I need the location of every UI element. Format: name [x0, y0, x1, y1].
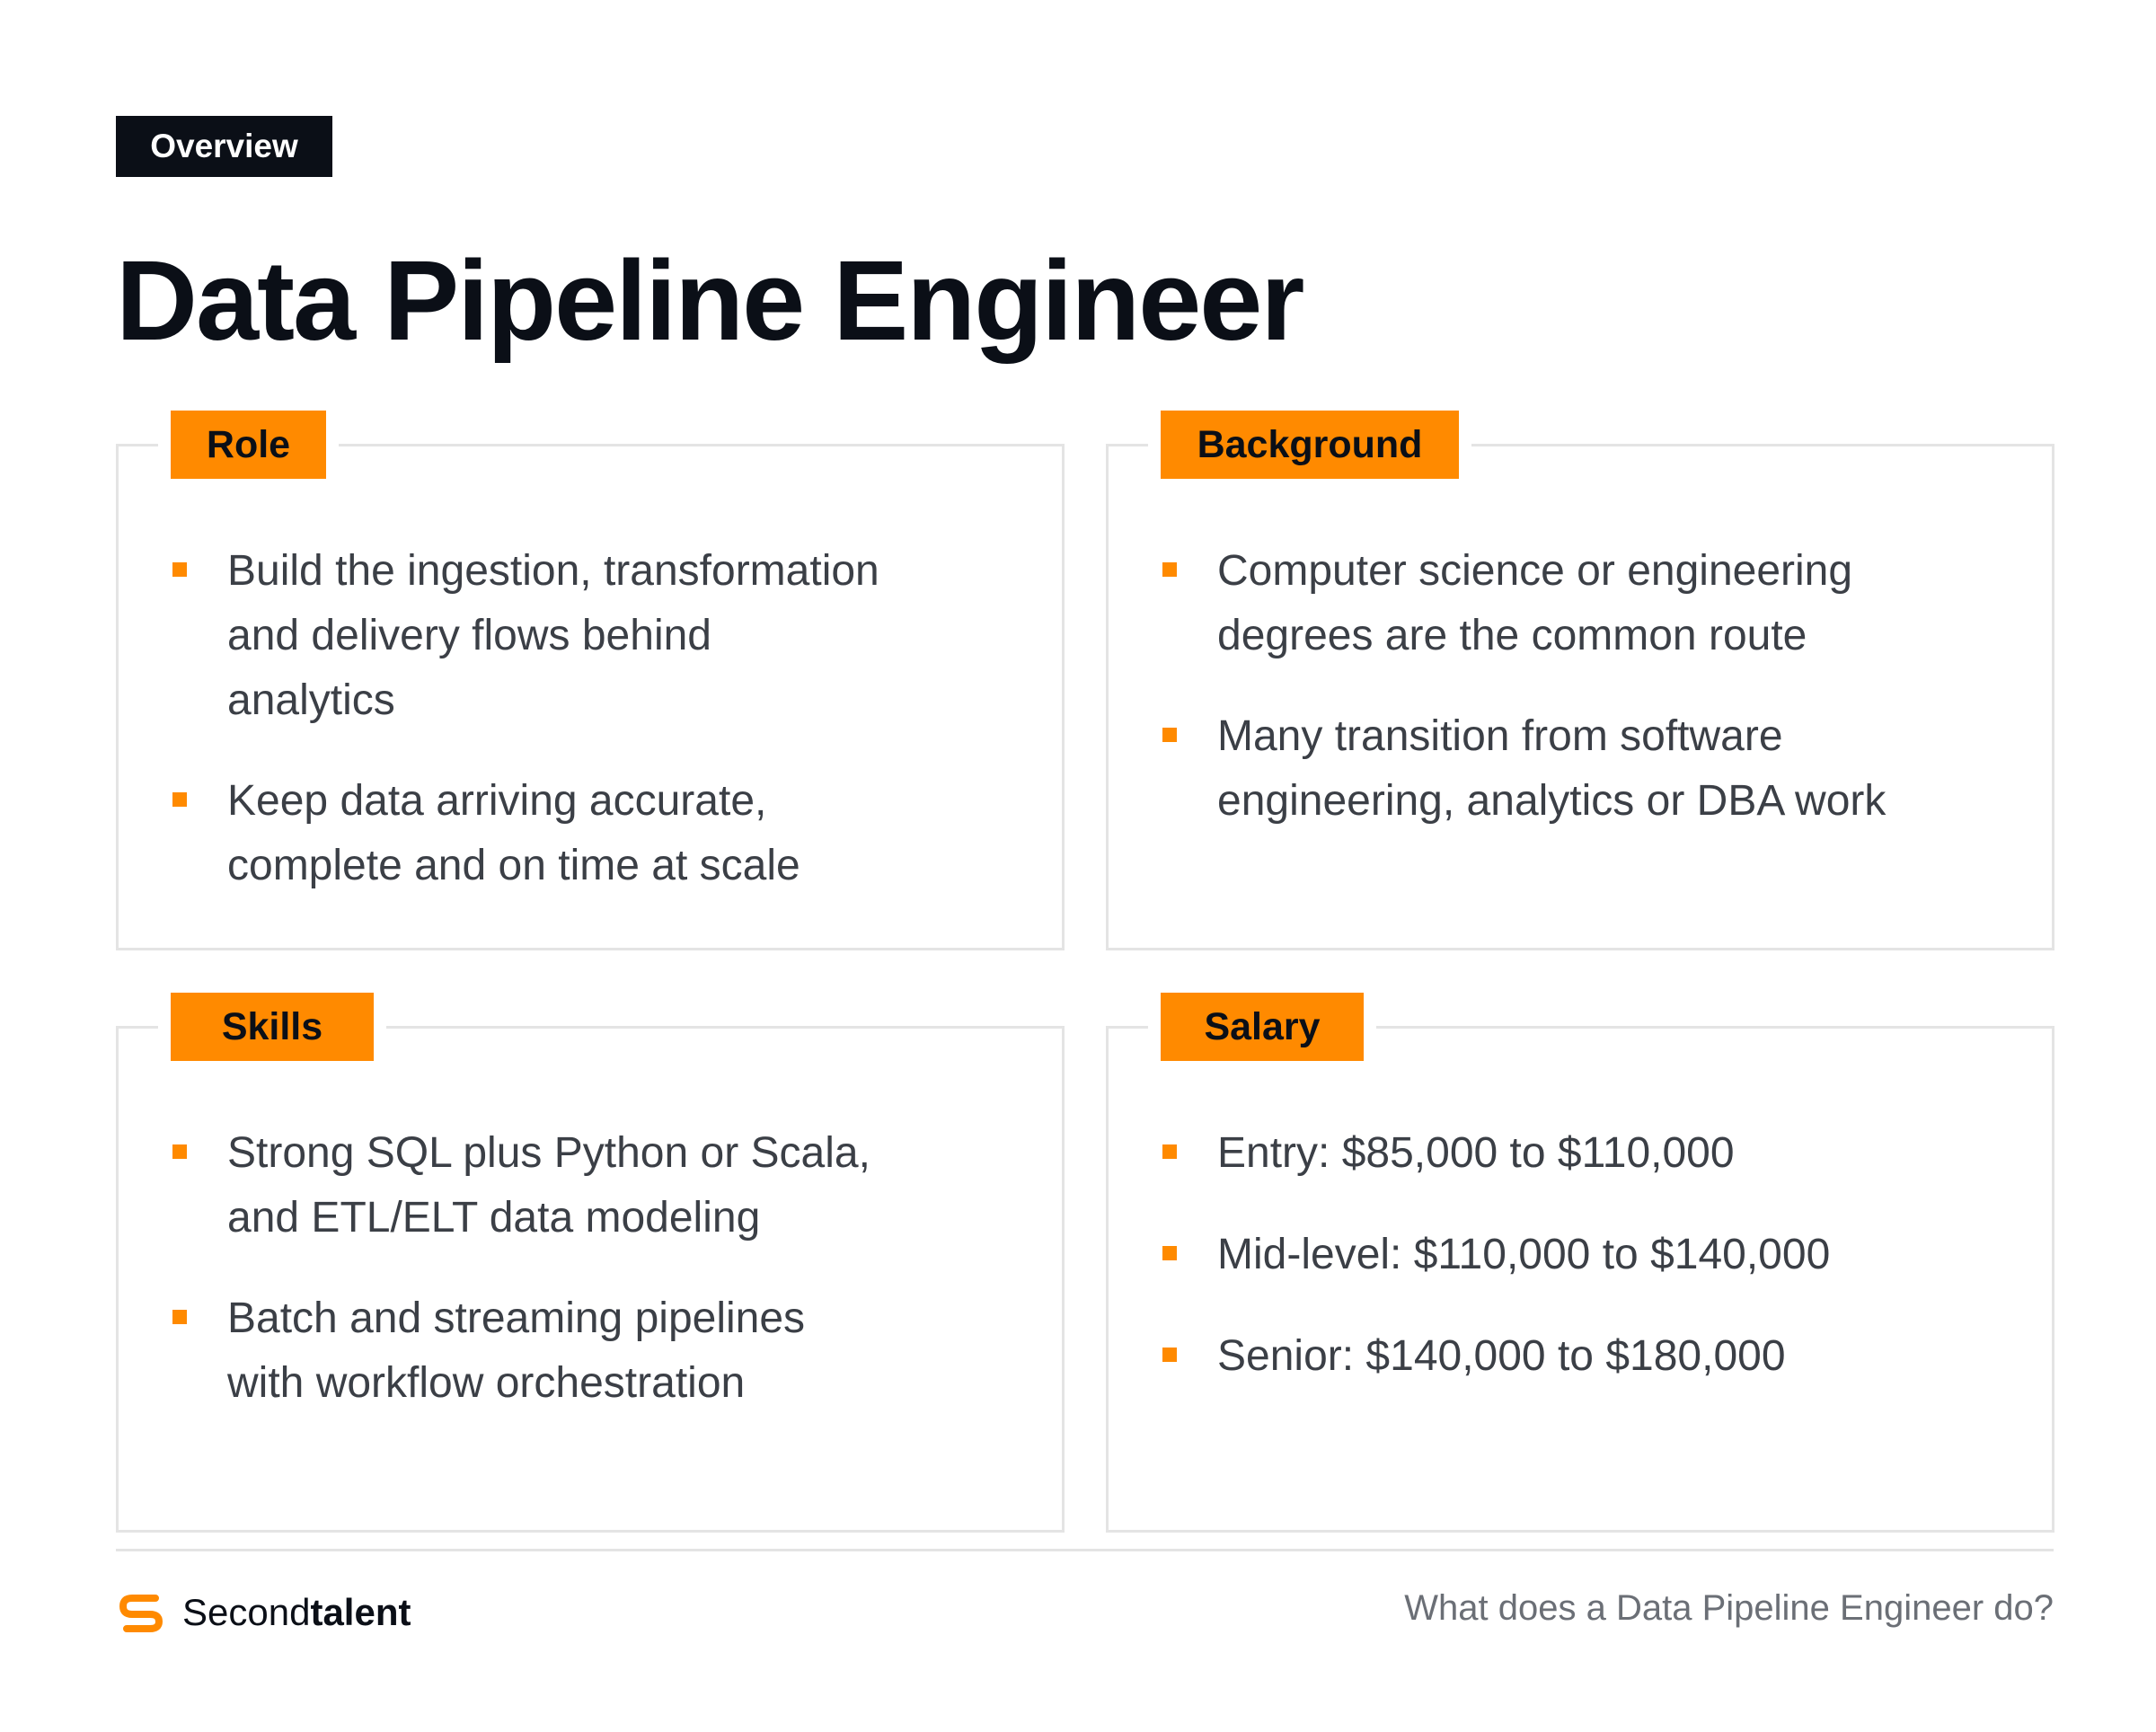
background-item-2: Many transition from software engineering, analytics or DBA work [1217, 712, 1886, 825]
footer-divider [116, 1549, 2054, 1551]
role-tag: Role [171, 411, 326, 479]
list-item [1162, 1324, 2016, 1389]
role-item-2: Keep data arriving accurate, complete and on time at scale [227, 777, 800, 889]
skills-item-1: Strong SQL plus Python or Scala, and ETL/ELT data modeling [227, 1129, 870, 1242]
background-tag: Background [1161, 411, 1459, 479]
salary-item-entry: Entry: $85,000 to $110,000 [1217, 1129, 1735, 1177]
list-item [1162, 1121, 2016, 1186]
skills-card [116, 1004, 1065, 1533]
secondtalent-logo-icon [116, 1587, 166, 1638]
list-item [172, 1286, 882, 1416]
background-list [1162, 539, 1944, 834]
list-item [1162, 1223, 2016, 1287]
bullet-icon [1162, 1246, 1177, 1260]
background-item-1: Computer science or engineering degrees are the common route [1217, 547, 1853, 659]
bullet-icon [1162, 1348, 1177, 1362]
list-item [1162, 704, 1944, 834]
bullet-icon [1162, 1144, 1177, 1159]
page-title: Data Pipeline Engineer [116, 237, 1303, 364]
brand-name [182, 1591, 411, 1634]
bullet-icon [172, 1144, 187, 1159]
role-list [172, 539, 882, 898]
list-item [172, 769, 882, 898]
salary-card [1106, 1004, 2054, 1533]
role-card [116, 422, 1065, 950]
brand [116, 1586, 411, 1639]
background-card [1106, 422, 2054, 950]
list-item [1162, 539, 1944, 668]
bullet-icon [172, 792, 187, 807]
brand-name-bold: talent [310, 1591, 411, 1633]
salary-list [1162, 1121, 2016, 1389]
brand-name-regular: Second [182, 1591, 311, 1633]
list-item [172, 1121, 882, 1250]
bullet-icon [172, 1310, 187, 1324]
salary-item-mid: Mid-level: $110,000 to $140,000 [1217, 1231, 1831, 1278]
bullet-icon [1162, 728, 1177, 742]
overview-badge: Overview [116, 116, 332, 177]
skills-item-2: Batch and streaming pipelines with workflow orchestration [227, 1295, 806, 1407]
bullet-icon [172, 562, 187, 577]
skills-list [172, 1121, 882, 1416]
salary-item-senior: Senior: $140,000 to $180,000 [1217, 1332, 1786, 1380]
list-item [172, 539, 882, 733]
salary-tag: Salary [1161, 993, 1364, 1061]
bullet-icon [1162, 562, 1177, 577]
skills-tag: Skills [171, 993, 374, 1061]
role-item-1: Build the ingestion, transformation and delivery flows behind analytics [227, 547, 879, 724]
footer-caption: What does a Data Pipeline Engineer do? [1404, 1588, 2054, 1628]
